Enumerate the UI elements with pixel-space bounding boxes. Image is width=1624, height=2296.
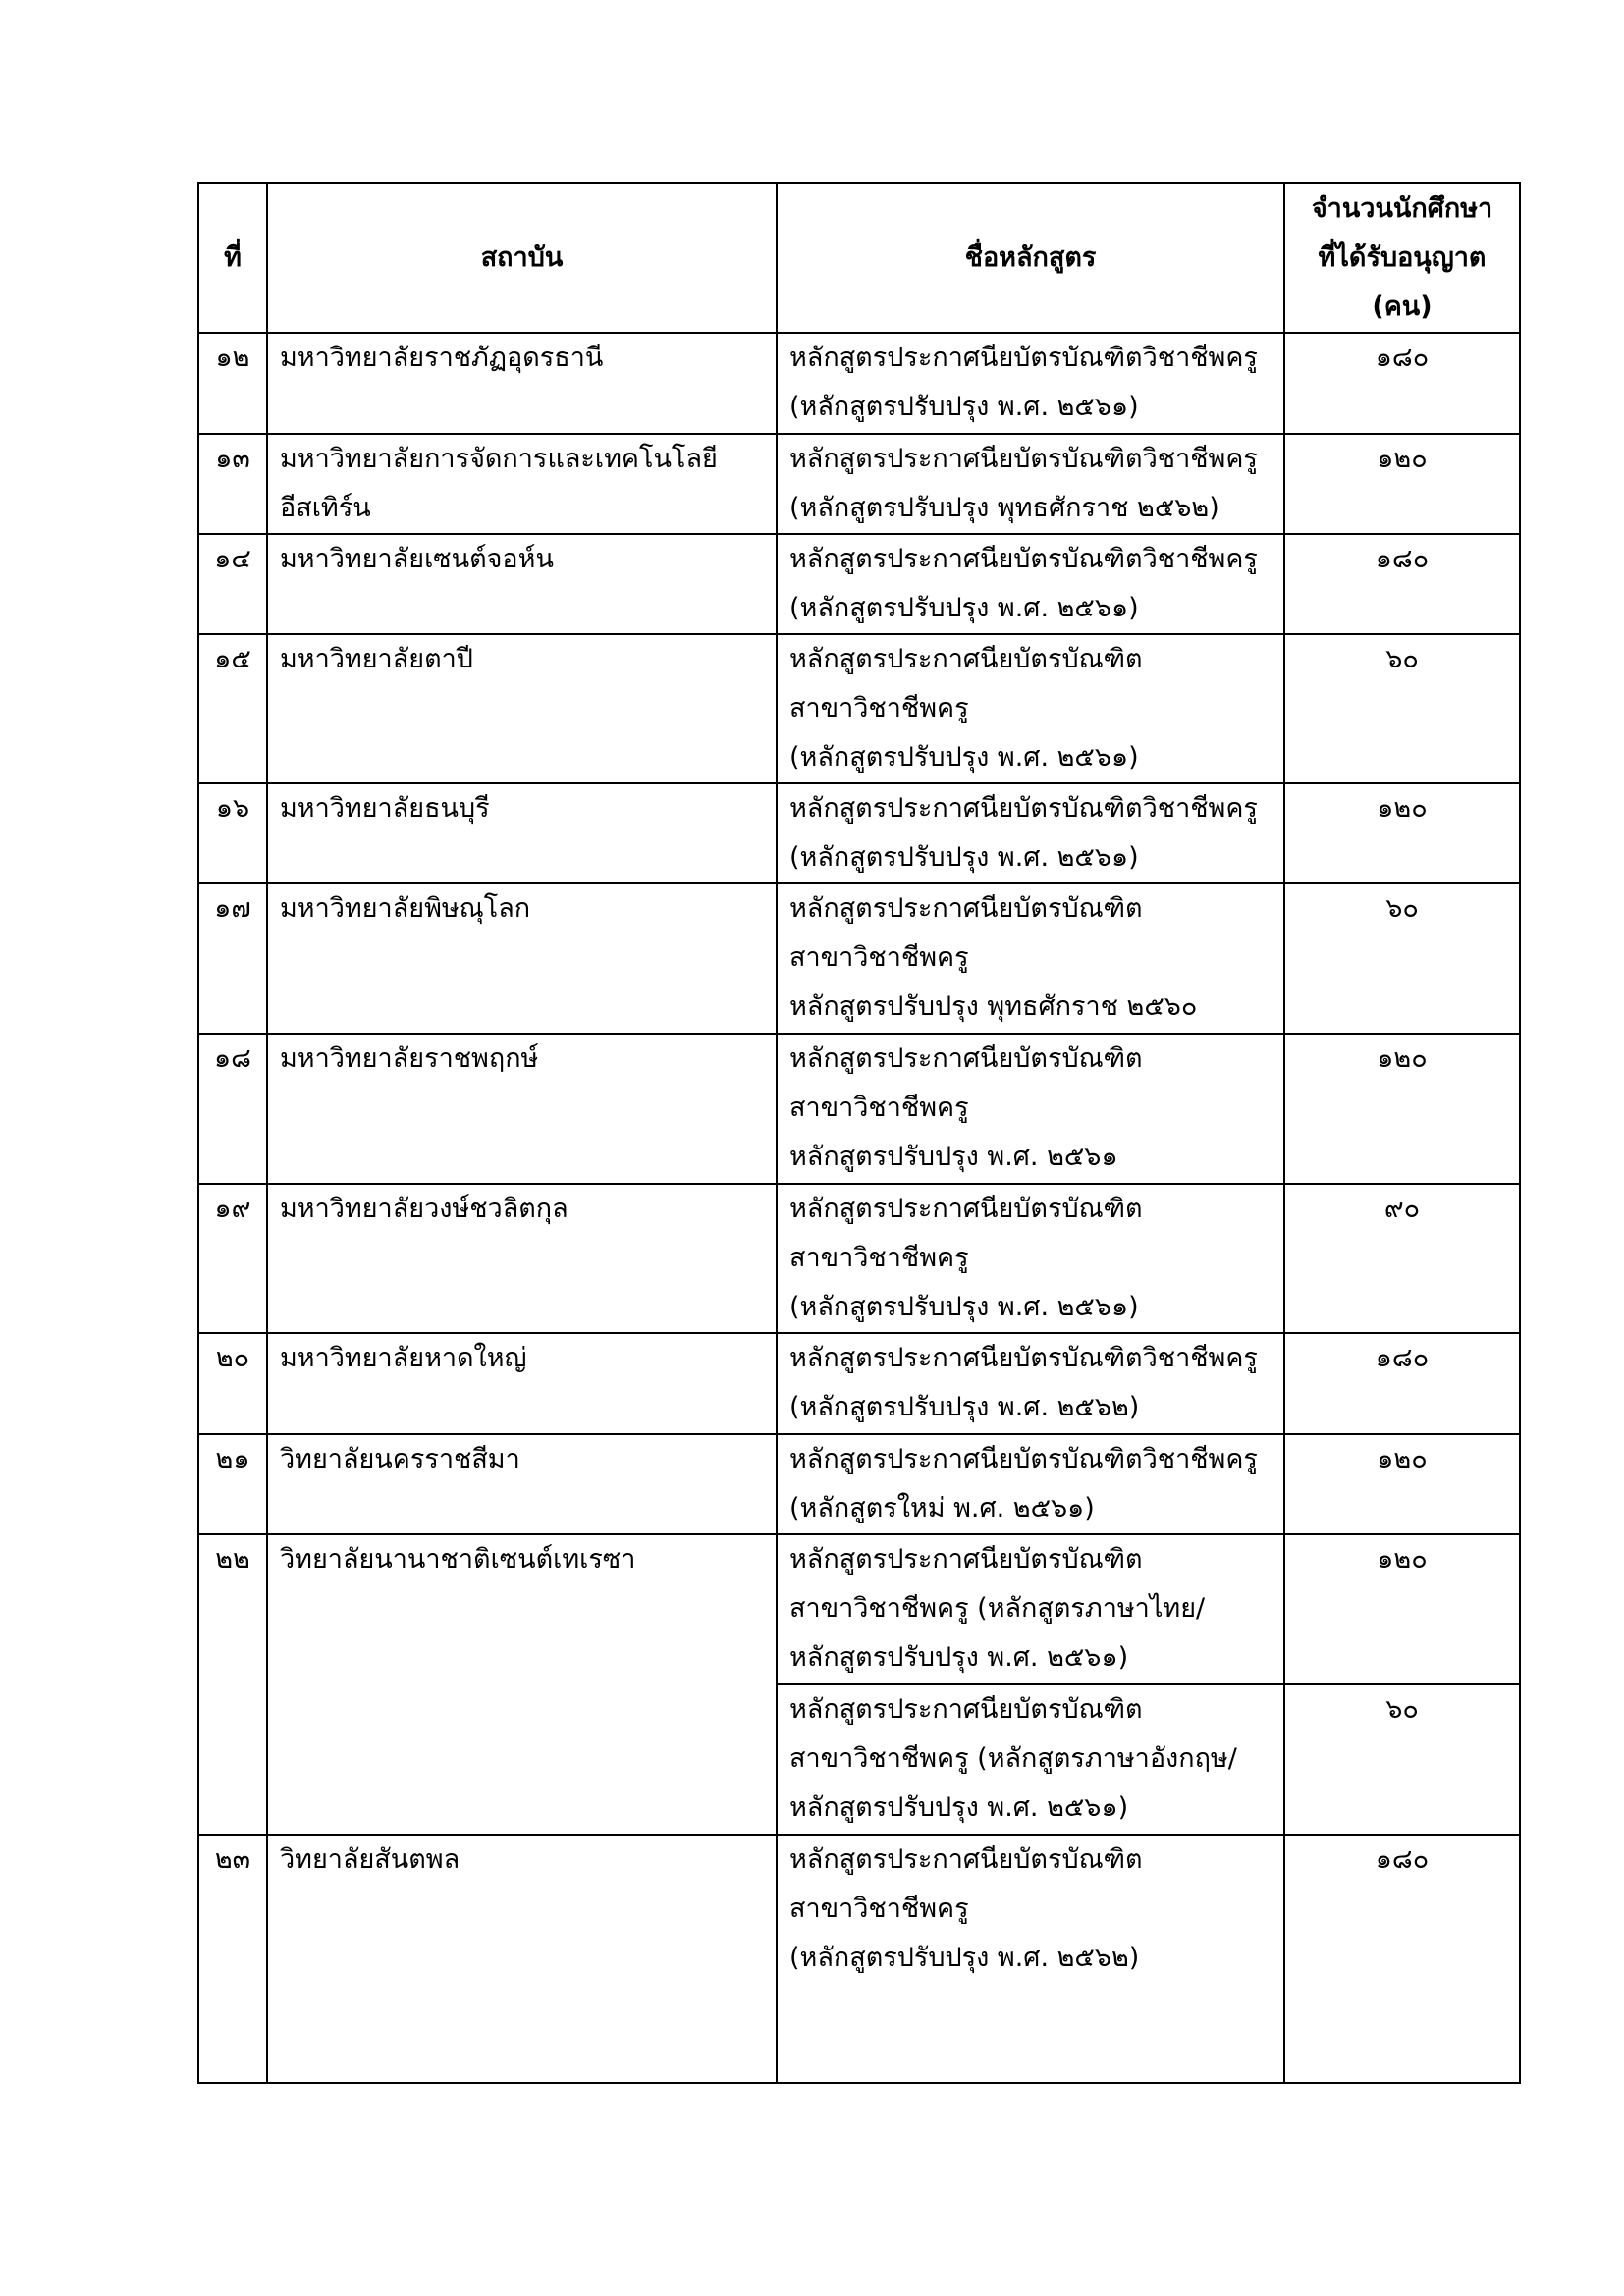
program-line: หลักสูตรประกาศนียบัตรบัณฑิต — [789, 1544, 1143, 1575]
cell-no: ๒๑ — [198, 1434, 267, 1534]
institution-line: วิทยาลัยนครราชสีมา — [280, 1444, 520, 1474]
program-line: สาขาวิชาชีพครู (หลักสูตรภาษาอังกฤษ/ — [789, 1743, 1237, 1774]
institution-line: มหาวิทยาลัยตาปี — [280, 644, 473, 674]
cell-institution — [267, 1835, 777, 2083]
program-line: (หลักสูตรปรับปรุง พ.ศ. ๒๕๖๑) — [789, 742, 1139, 773]
cell-count: ๖๐ — [1284, 634, 1520, 783]
header-count-line: จำนวนนักศึกษา — [1311, 192, 1493, 224]
cell-no: ๑๕ — [198, 634, 267, 783]
cell-no: ๒๓ — [198, 1835, 267, 2083]
cell-count: ๙๐ — [1284, 1184, 1520, 1333]
program-line: หลักสูตรปรับปรุง พ.ศ. ๒๕๖๑ — [789, 1142, 1118, 1172]
program-line: หลักสูตรประกาศนียบัตรบัณฑิตวิชาชีพครู — [789, 1343, 1258, 1373]
institution-line: วิทยาลัยนานาชาติเซนต์เทเรซา — [280, 1544, 636, 1575]
program-line: (หลักสูตรปรับปรุง พ.ศ. ๒๕๖๒) — [789, 1392, 1140, 1422]
program-line: หลักสูตรประกาศนียบัตรบัณฑิตวิชาชีพครู — [789, 544, 1258, 574]
cell-program — [777, 1034, 1284, 1184]
cell-no: ๑๓ — [198, 434, 267, 534]
institution-line: มหาวิทยาลัยพิษณุโลก — [280, 893, 531, 924]
table-row — [198, 634, 1520, 783]
cell-no: ๒๐ — [198, 1333, 267, 1434]
cell-no: ๑๙ — [198, 1184, 267, 1333]
institution-line: มหาวิทยาลัยราชพฤกษ์ — [280, 1043, 539, 1074]
program-line: หลักสูตรประกาศนียบัตรบัณฑิตวิชาชีพครู — [789, 793, 1258, 824]
table-row — [198, 1184, 1520, 1333]
table-row — [198, 1534, 1520, 1684]
cell-institution — [267, 634, 777, 783]
institution-line: มหาวิทยาลัยธนบุรี — [280, 793, 490, 824]
cell-no: ๑๖ — [198, 783, 267, 883]
program-line: (หลักสูตรปรับปรุง พ.ศ. ๒๕๖๑) — [789, 842, 1139, 873]
cell-institution — [267, 1534, 777, 1835]
cell-institution — [267, 1333, 777, 1434]
cell-institution — [267, 1034, 777, 1184]
institution-line: มหาวิทยาลัยเซนต์จอห์น — [280, 544, 554, 574]
cell-program — [777, 634, 1284, 783]
program-line: หลักสูตรประกาศนียบัตรบัณฑิต — [789, 1043, 1143, 1074]
program-line: หลักสูตรประกาศนียบัตรบัณฑิตวิชาชีพครู — [789, 343, 1258, 373]
table-row — [198, 783, 1520, 883]
program-line: หลักสูตรประกาศนียบัตรบัณฑิต — [789, 1194, 1143, 1224]
cell-no: ๑๔ — [198, 534, 267, 634]
cell-count: ๑๘๐ — [1284, 333, 1520, 434]
cell-program — [777, 1434, 1284, 1534]
program-line: สาขาวิชาชีพครู — [789, 942, 969, 973]
cell-count: ๑๒๐ — [1284, 1534, 1520, 1684]
program-line: (หลักสูตรปรับปรุง พ.ศ. ๒๕๖๑) — [789, 593, 1139, 623]
cell-count: ๑๒๐ — [1284, 783, 1520, 883]
institution-line: วิทยาลัยสันตพล — [280, 1844, 460, 1875]
program-line: สาขาวิชาชีพครู — [789, 1093, 969, 1123]
cell-program — [777, 1184, 1284, 1333]
table-row — [198, 1434, 1520, 1534]
cell-count: ๑๒๐ — [1284, 1034, 1520, 1184]
institution-program-table — [197, 182, 1521, 2084]
cell-program — [777, 434, 1284, 534]
program-line: หลักสูตรปรับปรุง พุทธศักราช ๒๕๖๐ — [789, 991, 1198, 1022]
program-line: สาขาวิชาชีพครู — [789, 693, 969, 723]
header-count-line: (คน) — [1372, 291, 1433, 322]
program-line: (หลักสูตรปรับปรุง พ.ศ. ๒๕๖๑) — [789, 392, 1139, 422]
program-line: (หลักสูตรปรับปรุง พุทธศักราช ๒๕๖๒) — [789, 493, 1219, 523]
cell-count: ๑๘๐ — [1284, 1835, 1520, 2083]
cell-institution — [267, 783, 777, 883]
cell-no: ๒๒ — [198, 1534, 267, 1835]
program-line: สาขาวิชาชีพครู — [789, 1243, 969, 1273]
table-row — [198, 1835, 1520, 2083]
cell-count: ๖๐ — [1284, 883, 1520, 1034]
cell-institution — [267, 883, 777, 1034]
cell-institution — [267, 534, 777, 634]
institution-line: มหาวิทยาลัยหาดใหญ่ — [280, 1343, 527, 1373]
program-line: หลักสูตรประกาศนียบัตรบัณฑิต — [789, 893, 1143, 924]
program-line: (หลักสูตรใหม่ พ.ศ. ๒๕๖๑) — [789, 1493, 1095, 1523]
cell-program — [777, 883, 1284, 1034]
program-line: หลักสูตรประกาศนียบัตรบัณฑิต — [789, 644, 1143, 674]
cell-program — [777, 1684, 1284, 1835]
program-line: หลักสูตรประกาศนียบัตรบัณฑิต — [789, 1844, 1143, 1875]
program-line: หลักสูตรประกาศนียบัตรบัณฑิตวิชาชีพครู — [789, 1444, 1258, 1474]
program-line: หลักสูตรปรับปรุง พ.ศ. ๒๕๖๑) — [789, 1642, 1129, 1673]
cell-program — [777, 783, 1284, 883]
program-line: หลักสูตรประกาศนียบัตรบัณฑิตวิชาชีพครู — [789, 444, 1258, 474]
cell-program — [777, 1835, 1284, 2083]
program-line: สาขาวิชาชีพครู (หลักสูตรภาษาไทย/ — [789, 1593, 1206, 1624]
table-row — [198, 333, 1520, 434]
table-row — [198, 883, 1520, 1034]
header-count-line: ที่ได้รับอนุญาต — [1318, 241, 1487, 273]
table-row — [198, 534, 1520, 634]
table-row — [198, 434, 1520, 534]
cell-count: ๖๐ — [1284, 1684, 1520, 1835]
institution-line: มหาวิทยาลัยการจัดการและเทคโนโลยี — [280, 444, 718, 474]
cell-program — [777, 1534, 1284, 1684]
cell-institution — [267, 333, 777, 434]
cell-program — [777, 534, 1284, 634]
table-header-row — [198, 183, 1520, 333]
institution-line: มหาวิทยาลัยวงษ์ชวลิตกุล — [280, 1194, 568, 1224]
cell-institution — [267, 1434, 777, 1534]
header-program: ชื่อหลักสูตร — [777, 183, 1284, 333]
institution-line: อีสเทิร์น — [280, 493, 371, 523]
header-no: ที่ — [198, 183, 267, 333]
header-institution: สถาบัน — [267, 183, 777, 333]
institution-line: มหาวิทยาลัยราชภัฏอุดรธานี — [280, 343, 604, 373]
cell-institution — [267, 1184, 777, 1333]
header-count — [1284, 183, 1520, 333]
cell-no: ๑๒ — [198, 333, 267, 434]
table-body — [198, 333, 1520, 2083]
cell-program — [777, 1333, 1284, 1434]
table-row — [198, 1333, 1520, 1434]
program-line: (หลักสูตรปรับปรุง พ.ศ. ๒๕๖๑) — [789, 1292, 1139, 1322]
cell-count: ๑๒๐ — [1284, 1434, 1520, 1534]
cell-count: ๑๘๐ — [1284, 1333, 1520, 1434]
cell-count: ๑๒๐ — [1284, 434, 1520, 534]
cell-count: ๑๘๐ — [1284, 534, 1520, 634]
program-line: หลักสูตรปรับปรุง พ.ศ. ๒๕๖๑) — [789, 1792, 1129, 1823]
table-row — [198, 1034, 1520, 1184]
program-line: (หลักสูตรปรับปรุง พ.ศ. ๒๕๖๒) — [789, 1943, 1140, 1973]
program-line: หลักสูตรประกาศนียบัตรบัณฑิต — [789, 1694, 1143, 1725]
cell-no: ๑๘ — [198, 1034, 267, 1184]
cell-program — [777, 333, 1284, 434]
cell-institution — [267, 434, 777, 534]
cell-no: ๑๗ — [198, 883, 267, 1034]
program-line: สาขาวิชาชีพครู — [789, 1894, 969, 1924]
